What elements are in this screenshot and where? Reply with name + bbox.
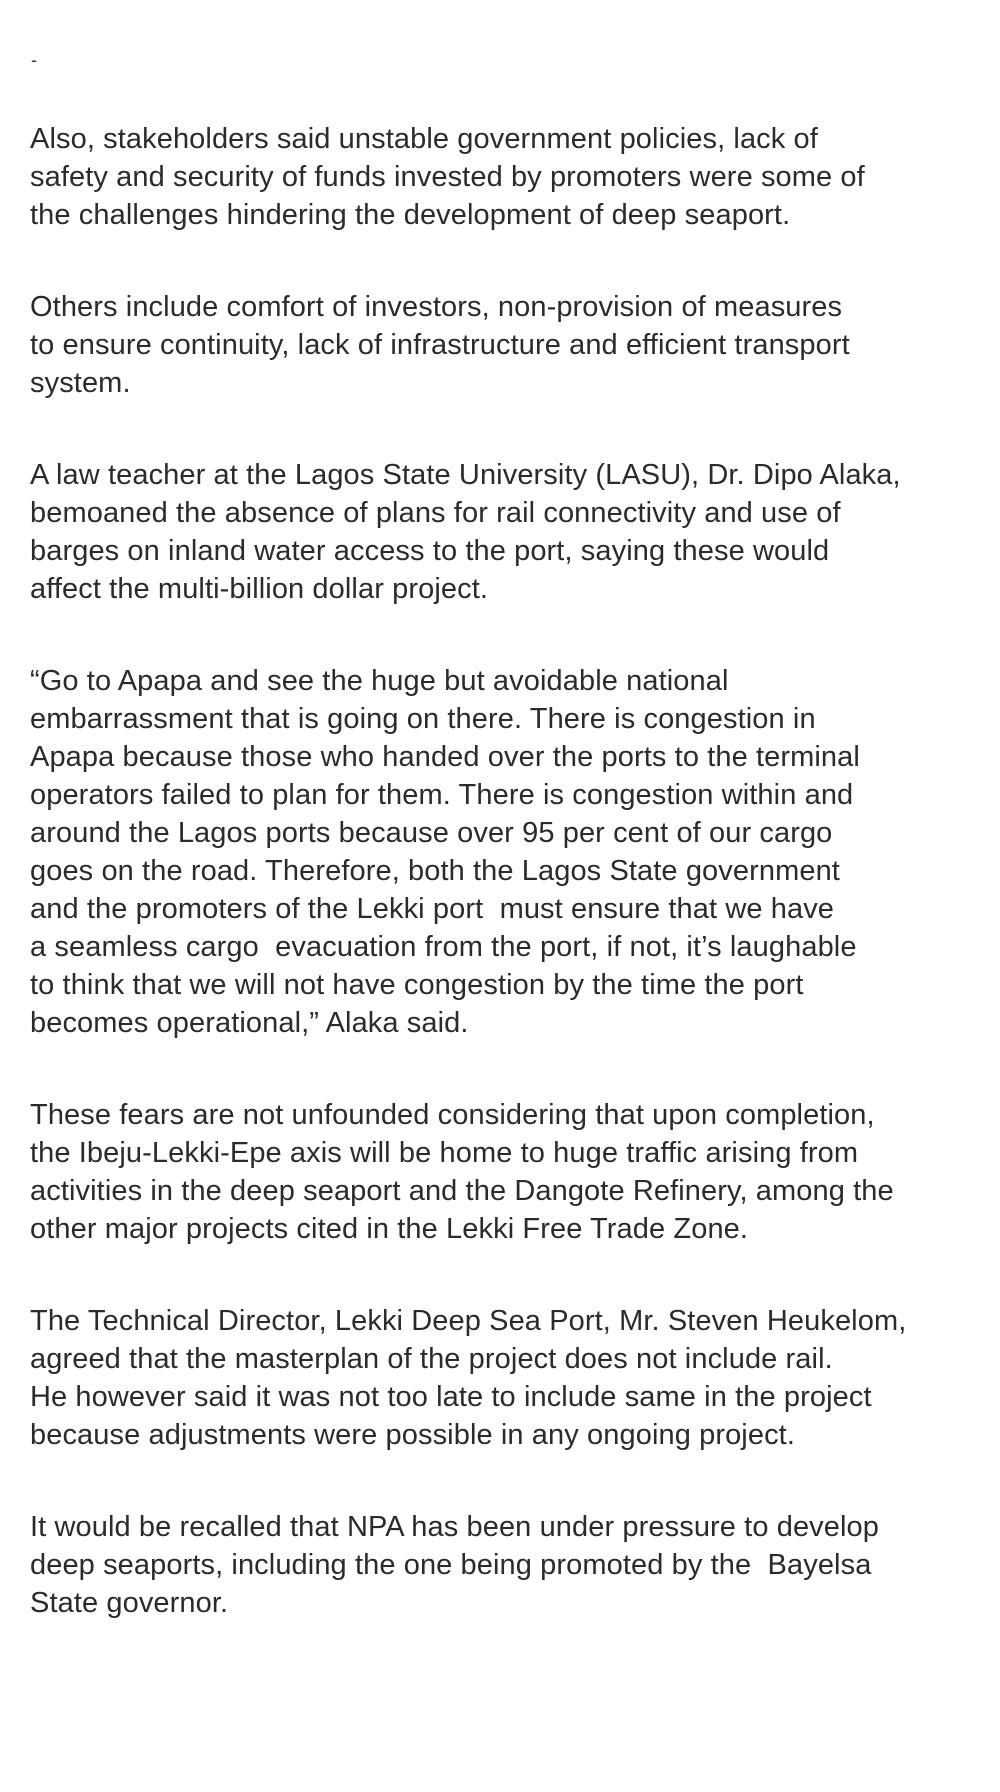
text-line: embarrassment that is going on there. There is congestion in [30, 703, 816, 735]
text-line: The Technical Director, Lekki Deep Sea Port, Mr. Steven Heukelom, [30, 1305, 907, 1337]
text-line: becomes operational,” Alaka said. [30, 1007, 469, 1039]
text-line: Others include comfort of investors, non-provision of measures [30, 291, 843, 323]
text-line: to think that we will not have congestion by the time the port [30, 969, 804, 1001]
text-line: “Go to Apapa and see the huge but avoidable national [30, 665, 729, 697]
text-line: other major projects cited in the Lekki Free Trade Zone. [30, 1213, 749, 1245]
text-line: a seamless cargo evacuation from the port, if not, it’s laughable [30, 931, 857, 963]
paragraph-npa [30, 1508, 985, 1622]
paragraph-stakeholders [30, 120, 985, 234]
text-line: A law teacher at the Lagos State University (LASU), Dr. Dipo Alaka, [30, 459, 901, 491]
paragraph-others [30, 288, 985, 402]
text-line: affect the multi-billion dollar project. [30, 573, 489, 605]
top-dash-mark: - [31, 50, 37, 70]
text-line: deep seaports, including the one being promoted by the Bayelsa [30, 1549, 872, 1581]
text-line: to ensure continuity, lack of infrastructure and efficient transport [30, 329, 850, 361]
text-line: because adjustments were possible in any ongoing project. [30, 1419, 795, 1451]
text-line: the Ibeju-Lekki-Epe axis will be home to huge traffic arising from [30, 1137, 859, 1169]
text-line: agreed that the masterplan of the project does not include rail. [30, 1343, 833, 1375]
text-line: He however said it was not too late to include same in the project [30, 1381, 872, 1413]
text-line: around the Lagos ports because over 95 per cent of our cargo [30, 817, 833, 849]
text-line: activities in the deep seaport and the Dangote Refinery, among the [30, 1175, 894, 1207]
text-line: It would be recalled that NPA has been under pressure to develop [30, 1511, 880, 1543]
text-line: and the promoters of the Lekki port must ensure that we have [30, 893, 835, 925]
text-line: bemoaned the absence of plans for rail connectivity and use of [30, 497, 841, 529]
article-body [30, 120, 985, 1676]
paragraph-fears [30, 1096, 985, 1248]
text-line: State governor. [30, 1587, 229, 1619]
text-line: the challenges hindering the development of deep seaport. [30, 199, 791, 231]
text-line: operators failed to plan for them. There is congestion within and [30, 779, 854, 811]
paragraph-law-teacher [30, 456, 985, 608]
paragraph-quote [30, 662, 985, 1042]
text-line: safety and security of funds invested by promoters were some of [30, 161, 865, 193]
text-line: Also, stakeholders said unstable government policies, lack of [30, 123, 818, 155]
text-line: These fears are not unfounded considering that upon completion, [30, 1099, 875, 1131]
text-line: Apapa because those who handed over the ports to the terminal [30, 741, 860, 773]
paragraph-technical-director [30, 1302, 985, 1454]
text-line: system. [30, 367, 131, 399]
text-line: goes on the road. Therefore, both the Lagos State government [30, 855, 840, 887]
text-line: barges on inland water access to the port, saying these would [30, 535, 830, 567]
